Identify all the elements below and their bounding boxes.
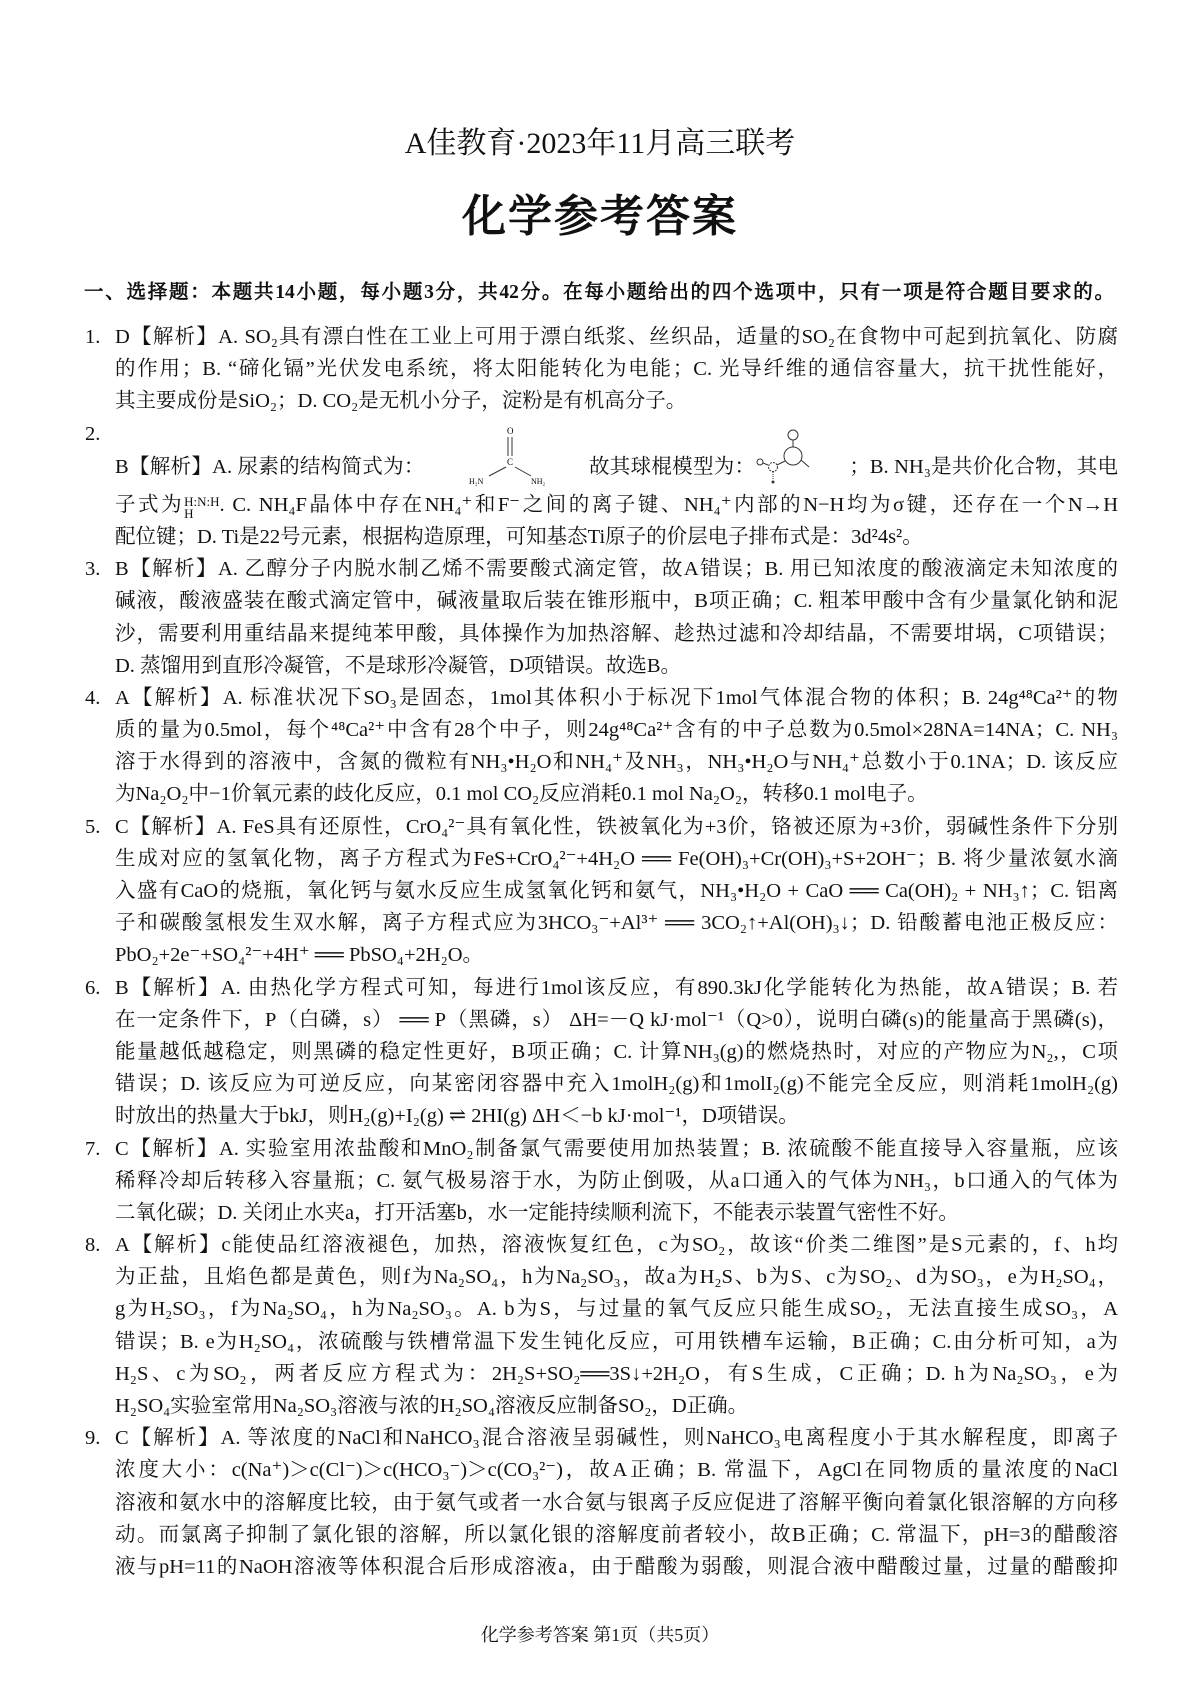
answer-line: g为H₂SO₃，f为Na₂SO₄，h为Na₂SO₃。A. b为S，与过量的氧气反应只能生成SO₂，无法直接生成SO₃，A [115,1298,1118,1321]
answer-item [85,1133,1118,1230]
answer-text: ；B. NH₃是共价化合物，其电 [849,455,1119,478]
answer-number: 2. [85,422,101,445]
answer-line: 在一定条件下，P（白磷，s） ══ P（黑磷，s） ΔH=－Q kJ·mol⁻¹（Q>0），说明白磷(s)的能量高于黑磷(s)， [115,1008,1118,1031]
electron-formula-top: H:N:H [184,494,220,510]
exam-title: A佳教育·2023年11月高三联考 [404,127,796,160]
answer-item [85,418,1118,554]
answer-number: 4. [85,686,101,709]
answer-line: 沙，需要利用重结晶来提纯苯甲酸，具体操作为加热溶解、趁热过滤和冷却结晶，不需要坩埚，C项错误； [115,622,1118,645]
answer-line: 入盛有CaO的烧瓶，氧化钙与氨水反应生成氢氧化钙和氨气，NH₃•H₂O + CaO ══ Ca(OH)₂ + NH₃↑；C. 铝离 [115,880,1118,902]
section-heading: 一、选择题：本题共14小题，每小题3分，共42分。在每小题给出的四个选项中，只有一项是符合题目要求的。 [84,282,1114,303]
answer-line: 碱液，酸液盛装在酸式滴定管中，碱液量取后装在锥形瓶中，B项正确；C. 粗苯甲酸中含有少量氯化钠和泥 [115,590,1118,613]
answer-list [85,321,1118,1583]
answer-line: 错误；D. 该反应为可逆反应，向某密闭容器中充入1molH₂(g)和1molI₂(g)不能完全反应，则消耗1molH₂(g) [115,1073,1118,1096]
answer-item [85,553,1118,682]
answer-line: B【解析】A. 由热化学方程式可知，每进行1mol该反应，有890.3kJ化学能转化为热能，故A错误；B. 若 [115,976,1118,999]
answer-line: H₂S、c为SO₂，两者反应方程式为：2H₂S+SO₂══3S↓+2H₂O，有S生成，C正确；D. h为Na₂SO₃，e为 [115,1362,1118,1385]
atom-c: C [506,456,513,467]
atom-o: O [506,425,514,436]
answer-item [85,682,1118,811]
answer-line: 时放出的热量大于bkJ，则H₂(g)+I₂(g) ⇌ 2HI(g) ΔH＜−b kJ·mol⁻¹，D项错误。 [115,1105,799,1128]
answer-line: 为正盐，且焰色都是黄色，则f为Na₂SO₄，h为Na₂SO₃，故a为H₂S、b为S、c为SO₂、d为SO₃，e为H₂SO₄， [115,1266,1118,1289]
answer-line: 其主要成份是SiO₂；D. CO₂是无机小分子，淀粉是有机高分子。 [115,390,687,413]
answer-line: H₂SO₄实验室常用Na₂SO₃溶液与浓的H₂SO₄溶液反应制备SO₂，D正确。 [115,1395,749,1417]
answer-line: 为Na₂O₂中−1价氧元素的歧化反应，0.1 mol CO₂反应消耗0.1 mol Na₂O₂，转移0.1 mol电子。 [115,783,928,806]
answer-line: 的作用；B. “碲化镉”光伏发电系统，将太阳能转化为电能；C. 光导纤维的通信容量大，抗干扰性能好， [115,358,1118,381]
answer-line: 溶液和氨水中的溶解度比较，由于氨气或者一水合氨与银离子反应促进了溶解平衡向着氯化银溶解的方向移 [115,1491,1118,1514]
answer-line: 配位键；D. Ti是22号元素，根据构造原理，可知基态Ti原子的价层电子排布式是：3d²4s²。 [115,525,923,548]
answer-line: 溶于水得到的溶液中，含氮的微粒有NH₃•H₂O和NH₄⁺及NH₃，NH₃•H₂O与NH₄⁺总数小于0.1NA；D. 该反应 [115,751,1118,774]
answer-text: 子式为 [115,493,185,516]
answer-line: C【解析】A. 等浓度的NaCl和NaHCO₃混合溶液呈弱碱性，则NaHCO₃电离程度小于其水解程度，即离子 [115,1427,1118,1450]
answer-number: 8. [85,1234,101,1257]
answer-item [85,811,1118,972]
answer-line: 浓度大小：c(Na⁺)＞c(Cl⁻)＞c(HCO₃⁻)＞c(CO₃²⁻)，故A正确；B. 常温下，AgCl在同物质的量浓度的NaCl [115,1459,1118,1482]
answer-number: 1. [85,326,101,348]
answer-line: 错误；B. e为H₂SO₄，浓硫酸与铁槽常温下发生钝化反应，可用铁槽车运输，B正确；C.由分析可知，a为 [115,1330,1118,1353]
answer-number: 3. [85,558,101,581]
answer-line: PbO₂+2e⁻+SO₄²⁻+4H⁺ ══ PbSO₄+2H₂O。 [115,944,484,967]
answer-item [85,1229,1118,1422]
answer-line [115,418,1119,486]
document-title: 化学参考答案 [462,191,738,242]
answer-line: 生成对应的氢氧化物，离子方程式为FeS+CrO₄²⁻+4H₂O ══ Fe(OH)₃+Cr(OH)₃+S+2OH⁻；B. 将少量浓氨水滴 [115,847,1118,870]
answer-line: C【解析】A. FeS具有还原性，CrO₄²⁻具有氧化性，铁被氧化为+3价，铬被还原为+3价，弱碱性条件下分别 [115,815,1118,838]
answer-line: 动。而氯离子抑制了氯化银的溶解，所以氯化银的溶解度前者较小，故B正确；C. 常温下，pH=3的醋酸溶 [115,1523,1118,1546]
answer-line: 质的量为0.5mol，每个⁴⁸Ca²⁺中含有28个中子，则24g⁴⁸Ca²⁺含有的中子总数为0.5mol×28NA=14NA；C. NH₃ [115,719,1118,742]
answer-line: 液与pH=11的NaOH溶液等体积混合后形成溶液a，由于醋酸为弱酸，则混合液中醋酸过量，过量的醋酸抑 [115,1555,1118,1578]
answer-line: B【解析】A. 乙醇分子内脱水制乙烯不需要酸式滴定管，故A错误；B. 用已知浓度的酸液滴定未知浓度的 [115,558,1118,581]
answer-item [85,972,1118,1133]
group-h2n: H₂N [468,476,484,486]
electron-formula-bottom: H [184,506,194,522]
answer-line: D. 蒸馏用到直形冷凝管，不是球形冷凝管，D项错误。故选B。 [115,654,682,677]
answer-line: 子和碳酸氢根发生双水解，离子方程式应为3HCO₃⁻+Al³⁺ ══ 3CO₂↑+Al(OH)₃↓；D. 铅酸蓄电池正极反应： [115,912,1118,935]
answer-line: A【解析】c能使品红溶液褪色，加热，溶液恢复红色，c为SO₂，故该“价类二维图”是S元素的，f、h均 [115,1234,1118,1257]
page-footer: 化学参考答案 第1页（共5页） [480,1625,720,1645]
answer-line: 能量越低越稳定，则黑磷的稳定性更好，B项正确；C. 计算NH₃(g)的燃烧热时，对应的产物应为N₂,，C项 [115,1040,1118,1063]
answer-number: 9. [85,1427,101,1450]
answer-number: 6. [85,976,101,999]
answer-text: . C. NH₄F晶体中存在NH₄⁺和F⁻之间的离子键、NH₄⁺内部的N−H均为σ键，还存在一个N→H [219,493,1118,516]
answer-number: 5. [85,815,101,838]
answer-number: 7. [85,1137,101,1160]
answer-item [85,1422,1118,1583]
answer-line: C【解析】A. 实验室用浓盐酸和MnO₂制备氯气需要使用加热装置；B. 浓硫酸不能直接导入容量瓶，应该 [115,1137,1118,1160]
group-nh2: NH₂ [530,476,546,486]
answer-line: A【解析】A. 标准状况下SO₃是固态，1mol其体积小于标况下1mol气体混合物的体积；B. 24g⁴⁸Ca²⁺的物 [115,686,1118,709]
answer-line: 二氧化碳；D. 关闭止水夹a，打开活塞b，水一定能持续顺利流下，不能表示装置气密性不好。 [115,1201,959,1224]
answer-text: B【解析】A. 尿素的结构简式为： [115,455,425,478]
nh3-electron-formula [184,496,219,520]
answer-text: 故其球棍模型为： [588,455,756,478]
answer-item [85,321,1118,418]
answer-line: D【解析】A. SO₂具有漂白性在工业上可用于漂白纸浆、丝织品，适量的SO₂在食物中可起到抗氧化、防腐 [115,326,1118,348]
answer-line: 稀释冷却后转移入容量瓶；C. 氨气极易溶于水，为防止倒吸，从a口通入的气体为NH₃，b口通入的气体为 [115,1169,1118,1192]
